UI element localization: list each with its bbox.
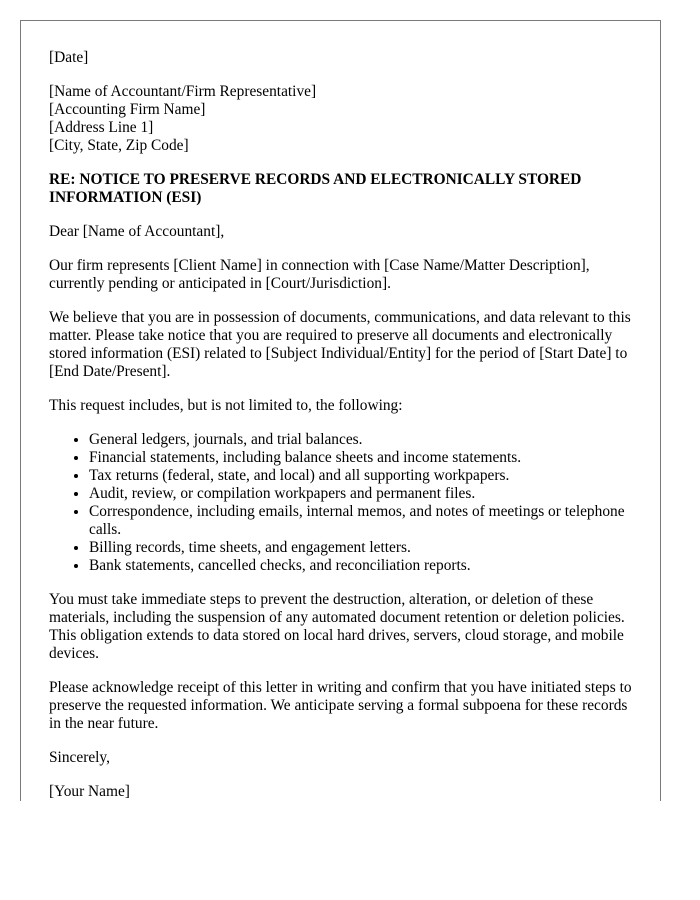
list-item: • Correspondence, including emails, internal memos, and notes of meetings or telephone calls. [89,503,632,539]
list-item: • Billing records, time sheets, and engagement letters. [89,539,632,557]
list-intro: This request includes, but is not limited to, the following: [49,397,403,414]
closing: Sincerely, [49,749,110,766]
paragraph-representation: Our firm represents [Client Name] in connection with [Case Name/Matter Description], currently pending or anticipated in [Court/Jurisdiction]. [49,257,590,292]
paragraph-preservation-notice: We believe that you are in possession of documents, communications, and data relevant to this matter. Please take notice that you are required to preserve all documents and electronically stored information (ESI) related to [Subject Individual/Entity] for the period of [Start Date] to [End Date/Present]. [49,309,631,380]
recipient-address [49,83,632,155]
salutation: Dear [Name of Accountant], [49,223,225,240]
paragraph-obligation: You must take immediate steps to prevent the destruction, alteration, or deletion of these materials, including the suspension of any automated document retention or deletion policies. This obligation extends to data stored on local hard drives, servers, cloud storage, and mobile devices. [49,591,625,662]
recipient-firm: [Accounting Firm Name] [49,101,206,118]
records-list [49,431,632,575]
recipient-address-line: [Address Line 1] [49,119,154,136]
signature-name: [Your Name] [49,783,130,800]
list-item: • General ledgers, journals, and trial balances. [89,431,632,449]
paragraph-acknowledge: Please acknowledge receipt of this letter in writing and confirm that you have initiated steps to preserve the requested information. We anticipate serving a formal subpoena for these records in the near future. [49,679,632,732]
list-item: • Audit, review, or compilation workpapers and permanent files. [89,485,632,503]
list-item: • Financial statements, including balance sheets and income statements. [89,449,632,467]
recipient-name: [Name of Accountant/Firm Representative] [49,83,317,100]
list-item: • Tax returns (federal, state, and local) and all supporting workpapers. [89,467,632,485]
list-item: • Bank statements, cancelled checks, and reconciliation reports. [89,557,632,575]
subject-line: RE: NOTICE TO PRESERVE RECORDS AND ELECTRONICALLY STORED INFORMATION (ESI) [49,171,582,206]
recipient-city-state-zip: [City, State, Zip Code] [49,137,189,154]
letter-page [20,20,661,801]
letter-date: [Date] [49,49,89,66]
